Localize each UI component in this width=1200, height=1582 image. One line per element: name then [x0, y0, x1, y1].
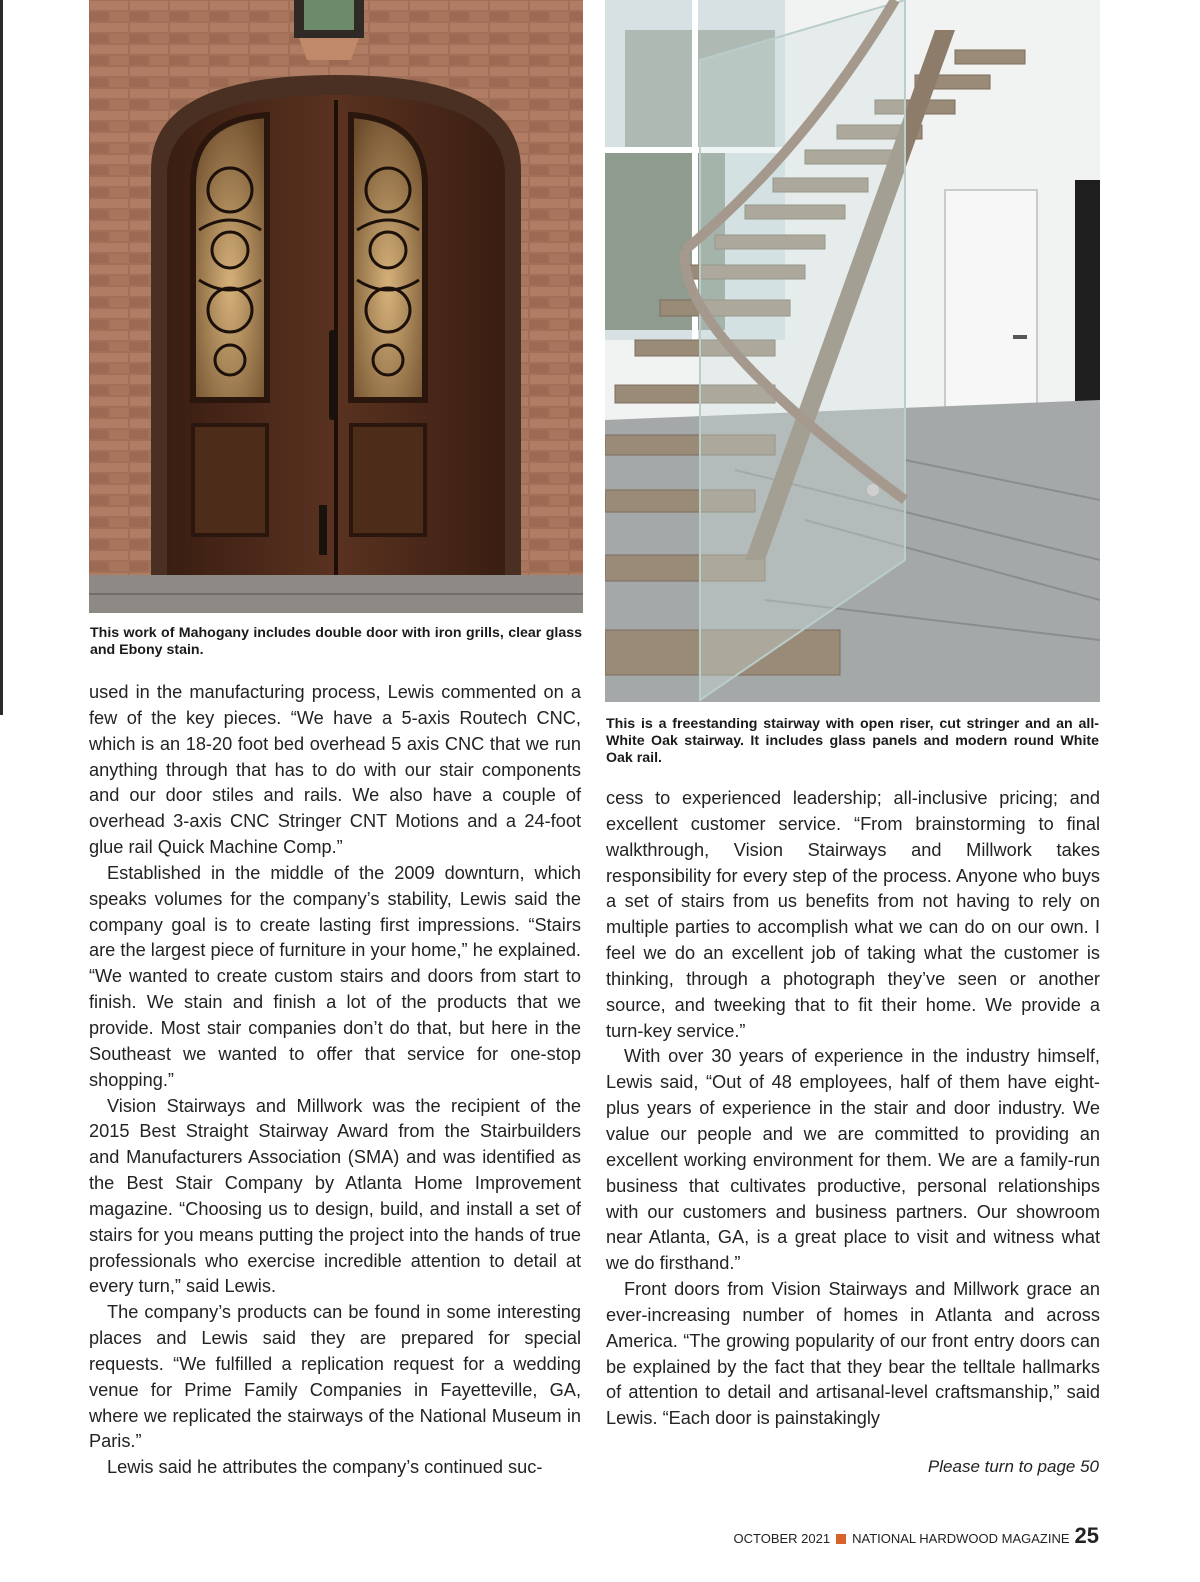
article-column-right	[606, 786, 1100, 1432]
issue-date: OCTOBER 2021	[733, 1531, 831, 1546]
body-paragraph: Front doors from Vision Stairways and Millwork grace an ever-increasing number of homes in Atlanta and across America. “The growing popularity of our front entry doors can be explained by the fact that they bear the telltale hallmarks of attention to detail and artisanal-level craftsmanship,” said Lewis. “Each door is painstakingly	[606, 1279, 1100, 1429]
body-paragraph: The company’s products can be found in some interesting places and Lewis said they are prepared for special requests. “We fulfilled a replication request for a wedding venue for Prime Family Companies in Fayetteville, GA, where we replicated the stairways of the National Museum in Paris.”	[89, 1302, 581, 1452]
body-paragraph: With over 30 years of experience in the industry himself, Lewis said, “Out of 48 employees, half of them have eight-plus years of experience in the stair and door industry. We value our people and we are committed to providing an excellent working environment for them. We are a family-run business that cultivates productive, personal relationships with our customers and business partners. Our showroom near Atlanta, GA, is a great place to visit and witness what we do firsthand.”	[606, 1046, 1100, 1274]
body-paragraph: Established in the middle of the 2009 downturn, which speaks volumes for the company’s stability, Lewis said the company goal is to create lasting first impressions. “Stairs are the largest piece of furniture in your home,” he explained. “We wanted to create custom stairs and doors from start to finish. We stain and finish a lot of the products that we provide. Most stair companies don’t do that, but here in the Southeast we wanted to offer that service for one-stop shopping.”	[89, 862, 581, 1090]
stair-photo-caption: This is a freestanding stairway with open riser, cut stringer and an all-White Oak stairway. It includes glass panels and modern round White Oak rail.	[606, 716, 1099, 766]
continued-on-page-note: Please turn to page 50	[927, 1457, 1099, 1476]
body-paragraph: used in the manufacturing process, Lewis commented on a few of the key pieces. “We have a 5-axis Routech CNC, which is an 18-20 foot bed overhead 5 axis CNC that we run anything through that has to do with our stair components and our door stiles and rails. We also have a couple of overhead 3-axis CNC Stringer CNT Motions and a 24-foot glue rail Quick Machine Comp.”	[89, 682, 581, 858]
article-column-left	[89, 680, 581, 1481]
mahogany-double-door-photo	[89, 0, 583, 613]
body-paragraph: cess to experienced leadership; all-inclusive pricing; and excellent customer service. “From brainstorming to final walkthrough, Vision Stairways and Millwork takes responsibility for every step of the process. Anyone who buys a set of stairs from us benefits from not having to rely on multiple parties to accomplish what we can do on our own. I feel we do an excellent job of taking what the customer is thinking, through a photograph they’ve seen or another source, and tweeking that to fit their home. We provide a turn-key service.”	[606, 788, 1100, 1041]
door-photo-caption: This work of Mahogany includes double door with iron grills, clear glass and Ebony stain.	[90, 625, 582, 658]
body-paragraph: Lewis said he attributes the company’s continued suc-	[107, 1457, 543, 1478]
page-number: 25	[1074, 1523, 1099, 1548]
page-edge-bar	[0, 0, 3, 715]
body-paragraph: Vision Stairways and Millwork was the recipient of the 2015 Best Straight Stairway Award from the Stairbuilders and Manufacturers Association (SMA) and was identified as the Best Stair Company by Atlanta Home Improvement magazine. “Choosing us to design, build, and install a set of stairs for you means putting the project into the hands of true professionals who exercise incredible attention to detail at every turn,” said Lewis.	[89, 1095, 581, 1297]
white-oak-stairway-photo	[605, 0, 1100, 702]
magazine-name: NATIONAL HARDWOOD MAGAZINE	[852, 1531, 1070, 1546]
orange-square-icon	[836, 1534, 846, 1544]
page-footer	[734, 1523, 1099, 1549]
